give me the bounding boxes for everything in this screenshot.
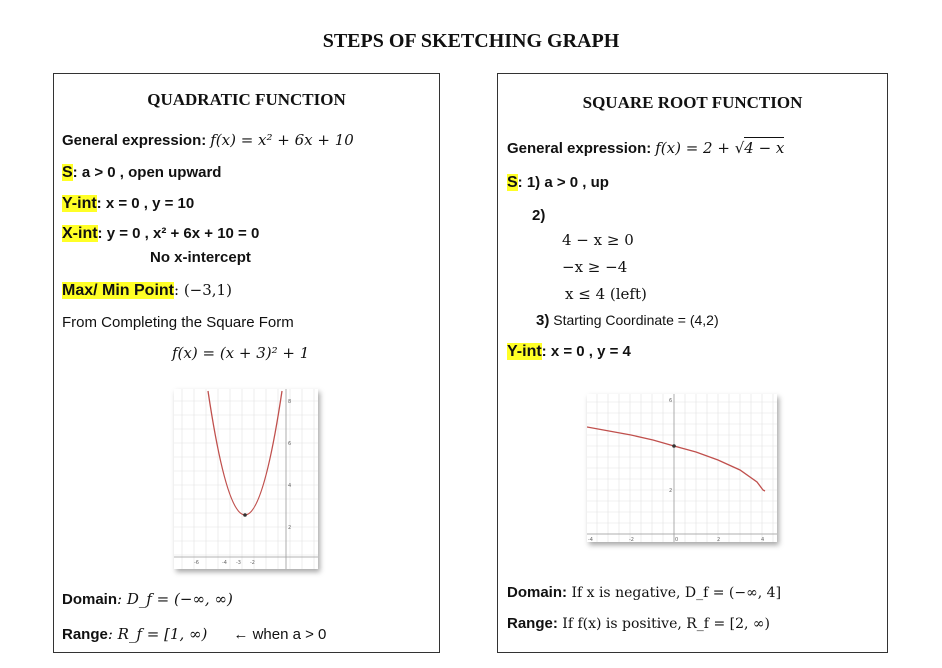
domain-text: : D_f = (−∞, ∞): [117, 590, 233, 608]
sqrt-curve: [587, 427, 765, 491]
sqrt-graph: [587, 394, 777, 542]
y-tick-label: 6: [669, 398, 673, 404]
yint-text: : x = 0 , y = 10: [96, 195, 195, 212]
quadratic-graph: [174, 389, 318, 569]
completing-text: From Completing the Square Form: [62, 314, 294, 331]
sqrt-s-step2: 2): [532, 207, 546, 224]
sqrt-step3: [536, 312, 719, 330]
s-line: [62, 164, 221, 182]
general-label: General expression:: [62, 132, 207, 149]
sqrt-panel: [497, 73, 888, 653]
x-tick-label: -6: [194, 560, 199, 566]
sqrt-heading: SQUARE ROOT FUNCTION: [582, 93, 803, 112]
sqrt-yint-label: Y-int: [507, 343, 542, 360]
sqrt-general-expr: f(x) = 2 +: [655, 139, 735, 157]
xint-text: : y = 0 , x² + 6x + 10 = 0: [97, 225, 260, 242]
range-label: Range: [62, 626, 108, 643]
sqrt-yint-text: : x = 0 , y = 4: [541, 343, 631, 360]
range-line: [62, 625, 326, 644]
step3-label: 3): [536, 312, 550, 329]
sqrt-s-step1: : 1) a > 0 , up: [517, 174, 609, 191]
square-form: f(x) = (x + 3)² + 1: [172, 344, 310, 362]
y-tick-label: 2: [288, 525, 292, 531]
range-note: ← when a > 0: [233, 626, 327, 643]
x-tick-label: 2: [717, 537, 721, 542]
sqrt-general-label: General expression:: [507, 140, 652, 157]
x-tick-label: -4: [588, 537, 593, 542]
x-tick-label: -4: [222, 560, 227, 566]
sqrt-domain-line: [507, 584, 781, 602]
sqrt-range-label: Range:: [507, 615, 558, 632]
y-tick-label: 2: [669, 488, 673, 494]
sqrt-domain-label: Domain:: [507, 584, 567, 601]
general-expr: f(x) = x² + 6x + 10: [210, 131, 354, 149]
yint-point: [672, 444, 676, 448]
yint-line: [62, 195, 194, 213]
sqrt-yint-line: [507, 343, 631, 361]
maxmin-text: : (−3,1): [174, 281, 232, 299]
no-xint: No x-intercept: [150, 249, 251, 266]
s-text: : a > 0 , open upward: [72, 164, 222, 181]
sqrt-radical-icon: √: [734, 139, 745, 157]
range-text: : R_f = [1, ∞): [107, 625, 208, 643]
domain-line: [62, 590, 233, 609]
y-tick-label: 8: [288, 399, 292, 405]
xint-label: X-int: [62, 225, 98, 242]
vertex-point: [243, 513, 247, 517]
x-tick-label: -3: [236, 560, 241, 566]
x-tick-label: -2: [629, 537, 634, 542]
x-tick-label: 4: [761, 537, 765, 542]
sqrt-radicand: 4 − x: [744, 139, 785, 157]
quadratic-panel: [53, 73, 440, 653]
y-tick-label: 6: [288, 441, 292, 447]
sqrt-domain-text: If x is negative, D_f = (−∞, 4]: [567, 585, 782, 601]
x-tick-label: -2: [250, 560, 255, 566]
sqrt-range-text: If f(x) is positive, R_f = [2, ∞): [557, 616, 771, 632]
sqrt-s-label: S: [507, 174, 518, 191]
step3-text: Starting Coordinate = (4,2): [549, 312, 719, 328]
quadratic-heading: QUADRATIC FUNCTION: [147, 90, 346, 109]
x-tick-label: 0: [675, 537, 679, 542]
ineq-1: 4 − x ≥ 0: [562, 231, 634, 249]
domain-label: Domain: [62, 591, 118, 608]
xint-line: [62, 225, 259, 243]
maxmin-label: Max/ Min Point: [62, 282, 174, 299]
page-title: STEPS OF SKETCHING GRAPH: [322, 30, 620, 52]
maxmin-line: [62, 281, 232, 300]
sqrt-general-expression: [507, 139, 784, 158]
parabola-curve: [208, 391, 282, 515]
sqrt-range-line: [507, 615, 770, 633]
yint-label: Y-int: [62, 195, 97, 212]
s-label: S: [62, 164, 73, 181]
y-tick-label: 4: [288, 483, 292, 489]
ineq-3: x ≤ 4 (left): [565, 285, 647, 303]
ineq-2: −x ≥ −4: [562, 258, 628, 276]
general-expression: [62, 131, 354, 150]
sqrt-s-line: [507, 174, 609, 192]
